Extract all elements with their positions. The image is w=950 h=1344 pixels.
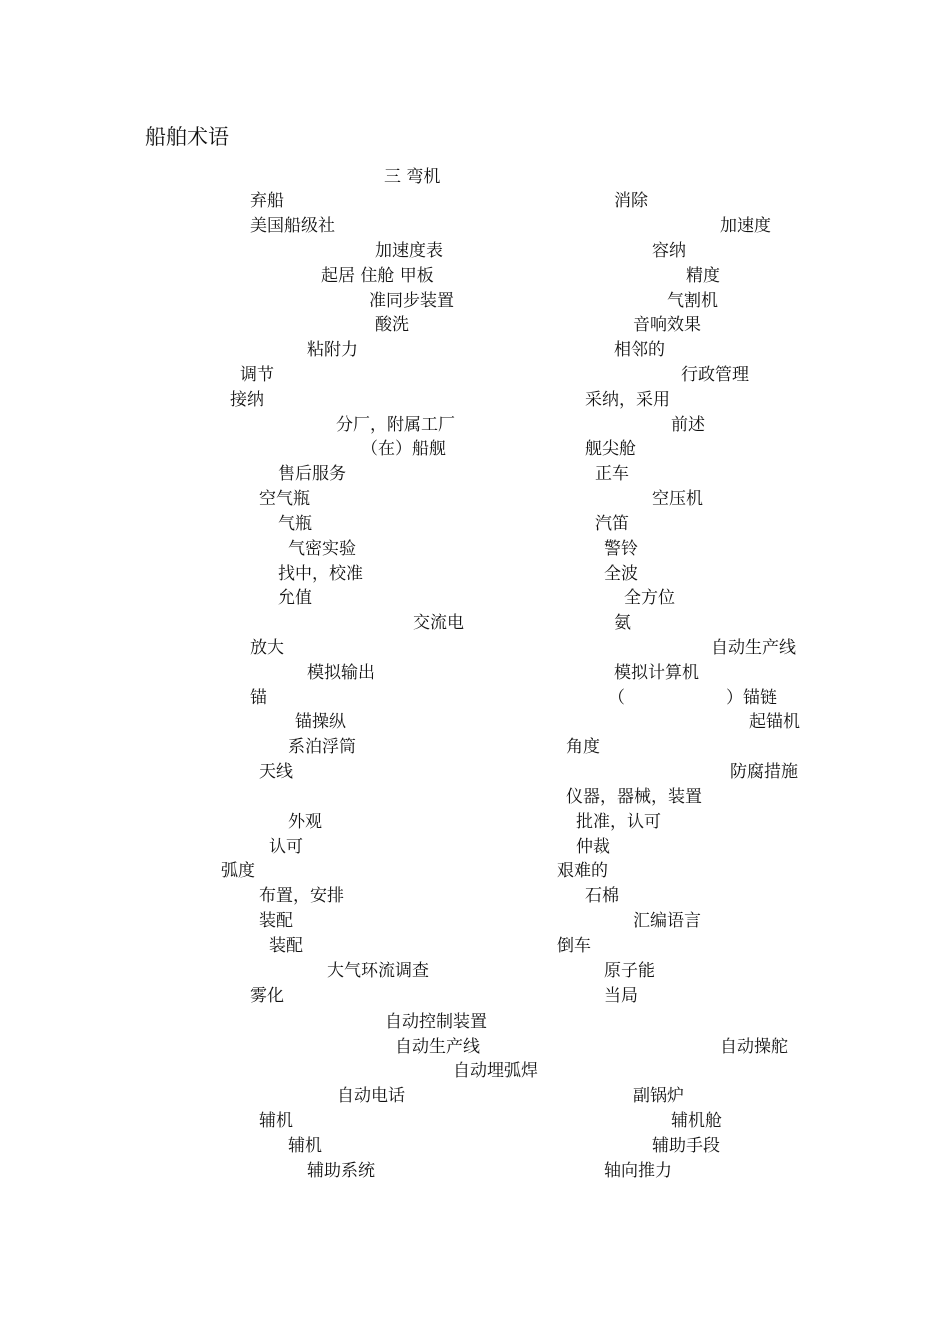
- term-right: 全波: [604, 564, 638, 584]
- term-right: 副锅炉: [633, 1086, 684, 1106]
- term-right: 消除: [614, 191, 648, 211]
- term-right: 采纳，采用: [585, 390, 670, 410]
- term-right: 加速度: [720, 216, 771, 236]
- term-right: 正车: [595, 464, 629, 484]
- term-left: 粘附力: [307, 340, 358, 360]
- term-left: 允值: [278, 588, 312, 608]
- term-left: 调节: [240, 365, 274, 385]
- term-right: 仪器，器械，装置: [566, 787, 702, 807]
- term-left: 天线: [259, 762, 293, 782]
- term-left: 起居 住舱 甲板: [321, 266, 434, 286]
- term-left: 找中，校准: [278, 564, 363, 584]
- term-left: 美国船级社: [250, 216, 335, 236]
- term-right: 石棉: [585, 886, 619, 906]
- term-right: ）锚链: [726, 688, 777, 708]
- term-right: 舰尖舱: [585, 439, 636, 459]
- term-left: 放大: [250, 638, 284, 658]
- term-right: 汽笛: [595, 514, 629, 534]
- term-right: 倒车: [557, 936, 591, 956]
- term-left: 加速度表: [375, 241, 443, 261]
- term-left: 模拟输出: [307, 663, 375, 683]
- term-left: 自动埋弧焊: [453, 1061, 538, 1081]
- page-title: 船舶术语: [145, 125, 229, 149]
- term-left: 雾化: [250, 986, 284, 1006]
- term-right: 行政管理: [681, 365, 749, 385]
- term-right: 原子能: [604, 961, 655, 981]
- term-right: 音响效果: [633, 315, 701, 335]
- term-left: 大气环流调查: [327, 961, 429, 981]
- term-left: 接纳: [230, 390, 264, 410]
- term-left: 辅机: [288, 1136, 322, 1156]
- term-left: 装配: [259, 911, 293, 931]
- term-right: 全方位: [624, 588, 675, 608]
- term-right: 自动操舵: [720, 1037, 788, 1057]
- term-left: 自动生产线: [395, 1037, 480, 1057]
- term-left: 自动控制装置: [385, 1012, 487, 1032]
- term-right: 警铃: [604, 539, 638, 559]
- term-left: 气瓶: [278, 514, 312, 534]
- term-left: 空气瓶: [259, 489, 310, 509]
- term-right: 轴向推力: [604, 1161, 672, 1181]
- term-right: （: [608, 688, 625, 708]
- term-right: 艰难的: [557, 861, 608, 881]
- term-left: 气密实验: [288, 539, 356, 559]
- term-right: 汇编语言: [633, 911, 701, 931]
- term-left: 弃船: [250, 191, 284, 211]
- term-left: 外观: [288, 812, 322, 832]
- term-right: 相邻的: [614, 340, 665, 360]
- term-left: 布置，安排: [259, 886, 344, 906]
- term-right: 氨: [614, 613, 631, 633]
- term-left: 辅机: [259, 1111, 293, 1131]
- term-left: 准同步装置: [369, 291, 454, 311]
- term-right: 角度: [566, 737, 600, 757]
- term-right: 容纳: [652, 241, 686, 261]
- term-right: 模拟计算机: [614, 663, 699, 683]
- term-right: 当局: [604, 986, 638, 1006]
- term-left: 弧度: [221, 861, 255, 881]
- term-left: 锚: [250, 688, 267, 708]
- term-right: 辅助手段: [652, 1136, 720, 1156]
- term-right: 自动生产线: [711, 638, 796, 658]
- term-left: 辅助系统: [307, 1161, 375, 1181]
- term-right: 起锚机: [749, 712, 800, 732]
- term-left: 锚操纵: [295, 712, 346, 732]
- term-right: 防腐措施: [730, 762, 798, 782]
- term-left: 三 弯机: [384, 167, 441, 187]
- term-left: 装配: [269, 936, 303, 956]
- term-right: 批准，认可: [576, 812, 661, 832]
- term-left: 交流电: [413, 613, 464, 633]
- term-right: 前述: [671, 415, 705, 435]
- term-left: 自动电话: [337, 1086, 405, 1106]
- term-left: 酸洗: [375, 315, 409, 335]
- term-right: 气割机: [667, 291, 718, 311]
- term-left: （在）船舰: [361, 439, 446, 459]
- term-right: 空压机: [652, 489, 703, 509]
- term-left: 认可: [269, 837, 303, 857]
- term-left: 售后服务: [278, 464, 346, 484]
- term-right: 辅机舱: [671, 1111, 722, 1131]
- term-right: 仲裁: [576, 837, 610, 857]
- term-left: 分厂，附属工厂: [336, 415, 455, 435]
- term-left: 系泊浮筒: [288, 737, 356, 757]
- term-right: 精度: [686, 266, 720, 286]
